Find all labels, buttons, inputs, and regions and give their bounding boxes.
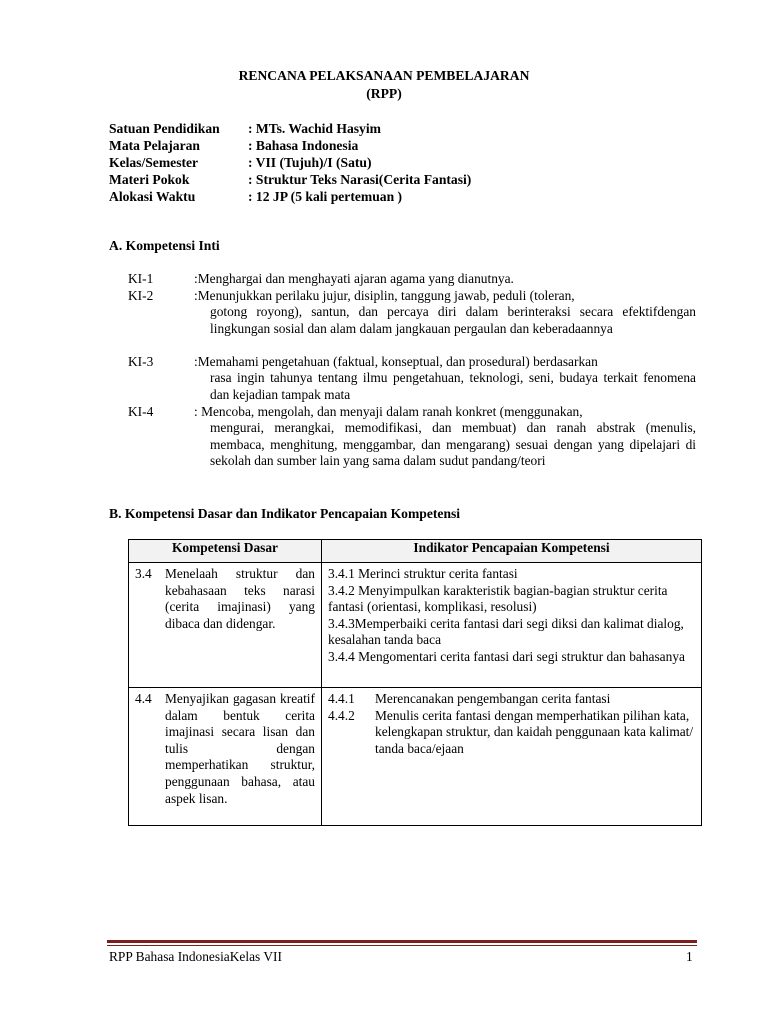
competency-table: [128, 539, 702, 826]
ki-text: [194, 271, 696, 287]
ki-text: [194, 288, 696, 337]
ki-text-first: :Memahami pengetahuan (faktual, konseptual, dan prosedural) berdasarkan: [194, 354, 598, 369]
footer-text: RPP Bahasa IndonesiaKelas VII: [109, 949, 282, 964]
indicator-number: 4.4.2: [328, 707, 355, 723]
identity-value: : MTs. Wachid Hasyim: [248, 121, 381, 136]
section-b-heading: B. Kompetensi Dasar dan Indikator Pencapaian Kompetensi: [109, 506, 461, 521]
table-header-kd: Kompetensi Dasar: [129, 540, 322, 563]
identity-label: Satuan Pendidikan: [109, 121, 220, 136]
indicator-item: [328, 708, 695, 758]
ki-text-first: : Mencoba, mengolah, dan menyaji dalam ranah konkret (menggunakan,: [194, 404, 583, 419]
kd-number: 4.4: [135, 691, 152, 706]
indicator-item: 3.4.1 Merinci struktur cerita fantasi: [328, 566, 518, 581]
identity-label: Materi Pokok: [109, 172, 190, 187]
table-row: [129, 688, 702, 826]
kd-text: Menelaah struktur dan kebahasaan teks narasi (cerita imajinasi) yang dibaca dan didengar.: [165, 566, 315, 631]
ki-text: [194, 354, 696, 403]
footer-rule: [107, 940, 697, 943]
section-a-heading: A. Kompetensi Inti: [109, 238, 220, 253]
ki-text-rest: mengurai, merangkai, memodifikasi, dan membuat) dan ranah abstrak (menulis, membaca, menghitung, menggambar, dan mengarang) sesuai dengan yang dipelajari di sekolah dan sumber lain yang sama dalam sudut pandang/teori: [210, 420, 696, 468]
ki-text-rest: gotong royong), santun, dan percaya diri dalam berinteraksi secara efektifdengan lingkungan sosial dan alam dalam jangkauan pergaulan dan keberadaannya: [210, 304, 696, 336]
document-title: RENCANA PELAKSANAAN PEMBELAJARAN: [238, 68, 530, 83]
identity-label: Alokasi Waktu: [109, 189, 196, 204]
identity-label: Kelas/Semester: [109, 155, 199, 170]
kd-cell: [129, 688, 322, 826]
ki-text-first: :Menunjukkan perilaku jujur, disiplin, tanggung jawab, peduli (toleran,: [194, 288, 575, 303]
table-row: [129, 563, 702, 688]
indicator-cell: [322, 563, 702, 688]
identity-value: : VII (Tujuh)/I (Satu): [248, 155, 372, 170]
ki-text-first: :Menghargai dan menghayati ajaran agama yang dianutnya.: [194, 271, 514, 286]
indicator-cell: [322, 688, 702, 826]
indicator-item: [328, 691, 695, 708]
identity-value: : Struktur Teks Narasi(Cerita Fantasi): [248, 172, 472, 187]
ki-text: [194, 404, 696, 469]
indicator-item: 3.4.2 Menyimpulkan karakteristik bagian-bagian struktur cerita fantasi (orientasi, komplikasi, resolusi): [328, 582, 668, 615]
ki-text-rest: rasa ingin tahunya tentang ilmu pengetahuan, teknologi, seni, budaya terkait fenomena dan kejadian tampak mata: [210, 370, 696, 402]
identity-value: : Bahasa Indonesia: [248, 138, 359, 153]
ki-code: KI-2: [128, 288, 154, 303]
document-subtitle: (RPP): [366, 86, 402, 101]
page-number: 1: [686, 949, 693, 964]
identity-label: Mata Pelajaran: [109, 138, 200, 153]
indicator-text: Menulis cerita fantasi dengan memperhatikan pilihan kata, kelengkapan struktur, dan kaidah penggunaan kata kalimat/ tanda baca/ejaan: [375, 707, 694, 756]
ki-code: KI-4: [128, 404, 154, 419]
kd-text: Menyajikan gagasan kreatif dalam bentuk cerita imajinasi secara lisan dan tulis dengan memperhatikan struktur, penggunaan bahasa, atau aspek lisan.: [165, 691, 315, 806]
ki-code: KI-3: [128, 354, 154, 369]
indicator-number: 4.4.1: [328, 691, 355, 706]
indicator-item: 3.4.3Memperbaiki cerita fantasi dari segi diksi dan kalimat dialog, kesalahan tanda baca: [328, 615, 684, 648]
footer-rule-thin: [107, 945, 697, 946]
table-header-indicator: Indikator Pencapaian Kompetensi: [322, 540, 702, 563]
kd-cell: [129, 563, 322, 688]
indicator-text: Merencanakan pengembangan cerita fantasi: [375, 691, 611, 706]
indicator-item: 3.4.4 Mengomentari cerita fantasi dari segi struktur dan bahasanya: [328, 648, 685, 664]
ki-code: KI-1: [128, 271, 154, 286]
kd-number: 3.4: [135, 566, 152, 581]
identity-value: : 12 JP (5 kali pertemuan ): [248, 189, 403, 204]
